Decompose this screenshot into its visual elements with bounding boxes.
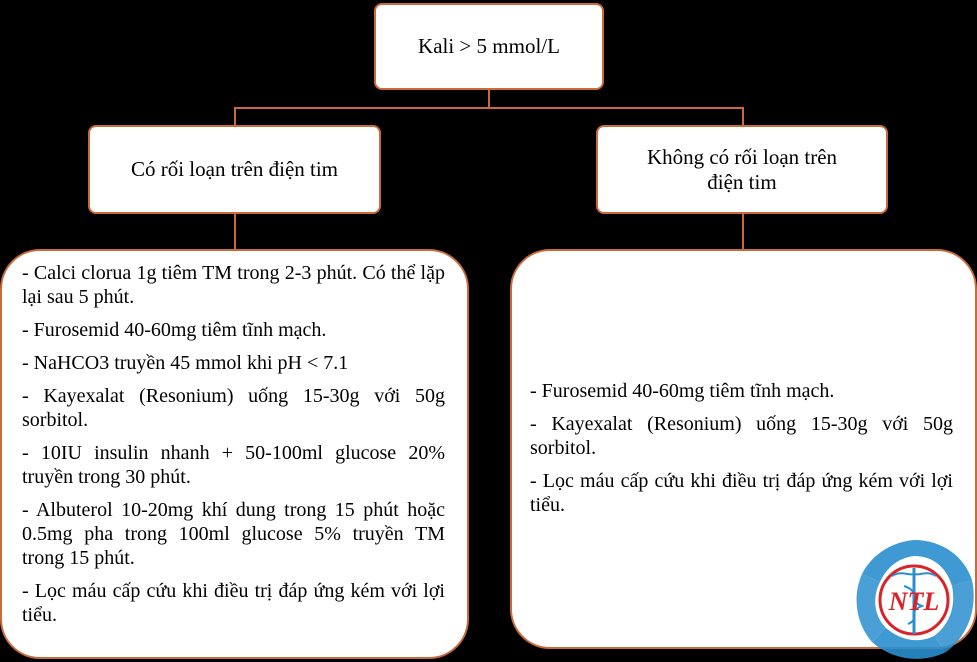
right-item: - Furosemid 40-60mg tiêm tĩnh mạch. <box>530 380 835 402</box>
left-item: - Albuterol 10-20mg khí dung trong 15 phút hoặc 0.5mg pha trong 100ml glucose 5% truyền TM trong 15 phút. <box>22 499 445 569</box>
left-heading-node <box>88 125 381 214</box>
right-item: - Kayexalat (Resonium) uống 15-30g với 50g sorbitol. <box>530 413 953 459</box>
connector-left-body <box>234 214 236 249</box>
left-heading: Có rối loạn trên điện tim <box>130 157 339 181</box>
connector-root-down <box>488 90 490 108</box>
left-item: - Kayexalat (Resonium) uống 15-30g với 50g sorbitol. <box>22 385 445 431</box>
ntl-logo-icon <box>852 536 976 662</box>
left-item: - Calci clorua 1g tiêm TM trong 2-3 phút. Có thể lặp lại sau 5 phút. <box>22 262 445 308</box>
connector-left-down <box>234 107 236 125</box>
root-label: Kali > 5 mmol/L <box>418 34 560 58</box>
logo-text: NTL <box>888 587 940 616</box>
left-item: - NaHCO3 truyền 45 mmol khi pH < 7.1 <box>22 352 349 374</box>
connector-horizontal <box>234 107 744 109</box>
connector-right-down <box>742 107 744 125</box>
left-treatment-box <box>0 249 469 659</box>
root-node <box>374 3 604 90</box>
left-item: - Lọc máu cấp cứu khi điều trị đáp ứng kém với lợi tiểu. <box>22 580 445 626</box>
right-heading: Không có rối loạn trên điện tim <box>646 144 838 194</box>
right-item: - Lọc máu cấp cứu khi điều trị đáp ứng kém với lợi tiểu. <box>530 470 953 516</box>
left-item: - Furosemid 40-60mg tiêm tĩnh mạch. <box>22 319 327 341</box>
right-heading-node <box>596 125 888 214</box>
left-item: - 10IU insulin nhanh + 50-100ml glucose 20% truyền trong 30 phút. <box>22 442 445 488</box>
connector-right-body <box>742 214 744 249</box>
